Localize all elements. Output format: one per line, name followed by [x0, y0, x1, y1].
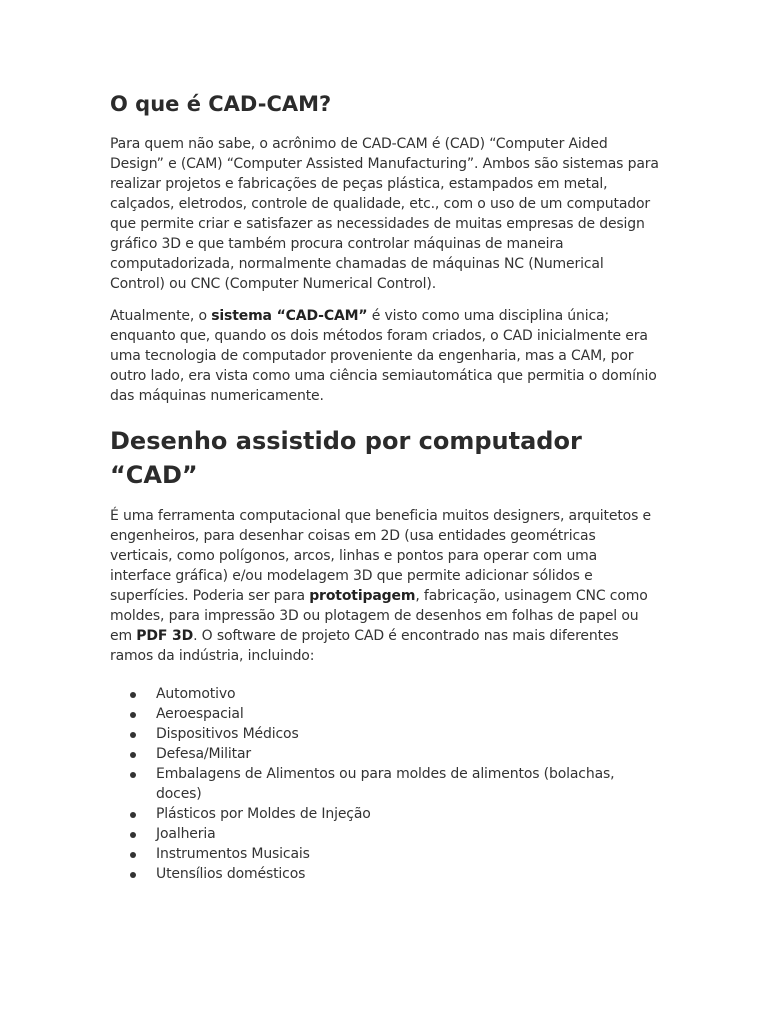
- list-item-label: Dispositivos Médicos: [156, 726, 299, 742]
- list-item: [110, 684, 662, 704]
- list-item-label: Plásticos por Moldes de Injeção: [156, 806, 371, 822]
- list-item-label: Embalagens de Alimentos ou para moldes de alimentos (bolachas, doces): [156, 766, 615, 802]
- industries-list: [110, 684, 662, 884]
- bold-term-prototipagem: prototipagem: [309, 588, 416, 604]
- list-item: [110, 844, 662, 864]
- bold-term-pdf-3d: PDF 3D: [136, 628, 194, 644]
- list-item: [110, 704, 662, 724]
- article: [110, 88, 662, 884]
- bullet-icon: [130, 872, 136, 878]
- intro-paragraph: Para quem não sabe, o acrônimo de CAD-CAM é (CAD) “Computer Aided Design” e (CAM) “Computer Assisted Manufacturing”. Ambos são sistemas para realizar projetos e fabricações de peças plástica, estampados em metal, calçados, eletrodos, controle de qualidade, etc., com o uso de um computador que permite criar e satisfazer as necessidades de muitas empresas de design gráfico 3D e que também procura controlar máquinas de maneira computadorizada, normalmente chamadas de máquinas NC (Numerical Control) ou CNC (Computer Numerical Control).: [110, 136, 659, 292]
- list-item: [110, 724, 662, 744]
- second-paragraph-text: é visto como uma disciplina única; enquanto que, quando os dois métodos foram criados, o CAD inicialmente era uma tecnologia de computador proveniente da engenharia, mas a CAM, por outro lado, era vista como uma ciência semiautomática que permitia o domínio das máquinas numericamente.: [110, 308, 657, 404]
- list-item: [110, 764, 662, 804]
- bullet-icon: [130, 712, 136, 718]
- section-heading: Desenho assistido por computador “CAD”: [110, 427, 582, 489]
- bullet-icon: [130, 732, 136, 738]
- cad-paragraph-text: . O software de projeto CAD é encontrado nas mais diferentes ramos da indústria, incluindo:: [110, 628, 619, 664]
- bullet-icon: [130, 752, 136, 758]
- second-paragraph: [110, 306, 662, 406]
- list-item-label: Joalheria: [156, 826, 216, 842]
- list-item-label: Defesa/Militar: [156, 746, 251, 762]
- list-item-label: Utensílios domésticos: [156, 866, 306, 882]
- bullet-icon: [130, 852, 136, 858]
- list-item-label: Aeroespacial: [156, 706, 244, 722]
- second-paragraph-text: Atualmente, o: [110, 308, 212, 324]
- cad-paragraph-text: É uma ferramenta computacional que beneficia muitos designers, arquitetos e engenheiros, para desenhar coisas em 2D (usa entidades geométricas verticais, como polígonos, arcos, linhas e pontos para operar com uma interface gráfica) e/ou modelagem 3D que permite adicionar sólidos e superfícies. Poderia ser para: [110, 508, 651, 604]
- list-item: [110, 744, 662, 764]
- bullet-icon: [130, 692, 136, 698]
- list-item-label: Automotivo: [156, 686, 236, 702]
- list-item: [110, 864, 662, 884]
- bullet-icon: [130, 812, 136, 818]
- list-item: [110, 824, 662, 844]
- bullet-icon: [130, 772, 136, 778]
- page-title: O que é CAD-CAM?: [110, 92, 332, 116]
- list-item: [110, 804, 662, 824]
- cad-paragraph: [110, 506, 662, 666]
- bullet-icon: [130, 832, 136, 838]
- cad-paragraph-text: , fabricação, usinagem CNC como moldes, para impressão 3D ou plotagem de desenhos em folhas de papel ou em: [110, 588, 648, 644]
- bold-term-cad-cam: sistema “CAD-CAM”: [211, 308, 368, 324]
- list-item-label: Instrumentos Musicais: [156, 846, 310, 862]
